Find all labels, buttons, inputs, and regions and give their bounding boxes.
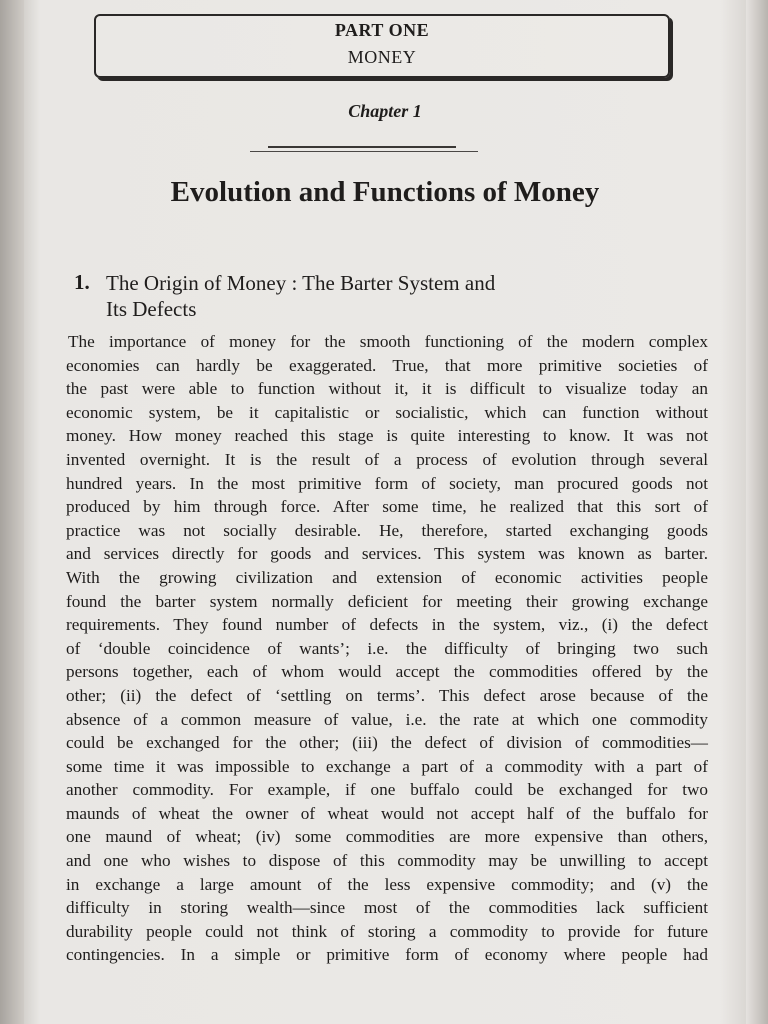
body-line: persons together, each of whom would accept the commodities offered by the <box>66 662 708 682</box>
body-line: the past were able to function without it, it is difficult to visualize today an <box>66 379 708 399</box>
body-line: durability people could not think of storing a commodity to provide for future <box>66 921 708 941</box>
body-line: and one who wishes to dispose of this commodity may be unwilling to accept <box>66 851 708 871</box>
body-line: contingencies. In a simple or primitive form of economy where people had <box>66 945 708 965</box>
body-paragraph <box>66 330 708 967</box>
chapter-label: Chapter 1 <box>348 101 422 121</box>
body-line: another commodity. For example, if one buffalo could be exchanged for two <box>66 780 708 800</box>
body-line: maunds of wheat the owner of wheat would not accept half of the buffalo for <box>66 803 708 823</box>
body-line: difficulty in storing wealth—since most of the commodities lack sufficient <box>66 898 708 918</box>
body-line: of ‘double coincidence of wants’; i.e. the difficulty of bringing two such <box>66 638 708 658</box>
binding-shadow <box>0 0 24 1024</box>
part-heading-box <box>94 14 670 78</box>
part-subtitle: MONEY <box>347 47 417 67</box>
body-line: some time it was impossible to exchange a part of a commodity with a part of <box>66 756 708 776</box>
body-line: requirements. They found number of defects in the system, viz., (i) the defect <box>66 615 708 635</box>
body-line: economies can hardly be exaggerated. True, that more primitive societies of <box>66 355 708 375</box>
body-line: in exchange a large amount of the less expensive commodity; and (v) the <box>66 874 708 894</box>
chapter-divider-thin <box>250 151 478 152</box>
section-heading <box>106 270 626 322</box>
body-line: could be exchanged for the other; (iii) the defect of division of commodities— <box>66 733 708 753</box>
chapter-title: Evolution and Functions of Money <box>170 176 600 208</box>
body-line: found the barter system normally deficient for meeting their growing exchange <box>66 591 708 611</box>
section-heading-line-1: The Origin of Money : The Barter System and <box>106 271 496 295</box>
body-line: absence of a common measure of value, i.e. the rate at which one commodity <box>66 709 708 729</box>
body-line: economic system, be it capitalistic or socialistic, which can function without <box>66 402 708 422</box>
body-line: produced by him through force. After some time, he realized that this sort of <box>66 497 708 517</box>
part-title: PART ONE <box>334 20 430 40</box>
body-line: The importance of money for the smooth functioning of the modern complex <box>68 332 708 351</box>
body-line: practice was not socially desirable. He, therefore, started exchanging goods <box>66 520 708 540</box>
chapter-divider-thick <box>268 146 456 148</box>
book-page <box>24 0 746 1024</box>
page-edge-shadow <box>746 0 768 1024</box>
body-line: invented overnight. It is the result of a process of evolution through several <box>66 449 708 469</box>
section-number: 1. <box>74 270 90 294</box>
body-line: hundred years. In the most primitive form of society, man procured goods not <box>66 473 708 493</box>
body-line: money. How money reached this stage is quite interesting to know. It was not <box>66 426 708 446</box>
body-line: one maund of wheat; (iv) some commodities are more expensive than others, <box>66 827 708 847</box>
body-line: and services directly for goods and services. This system was known as barter. <box>66 544 708 564</box>
body-line: other; (ii) the defect of ‘settling on terms’. This defect arose because of the <box>66 685 708 705</box>
body-line: With the growing civilization and extension of economic activities people <box>66 567 708 587</box>
section-heading-line-2: Its Defects <box>106 297 197 321</box>
